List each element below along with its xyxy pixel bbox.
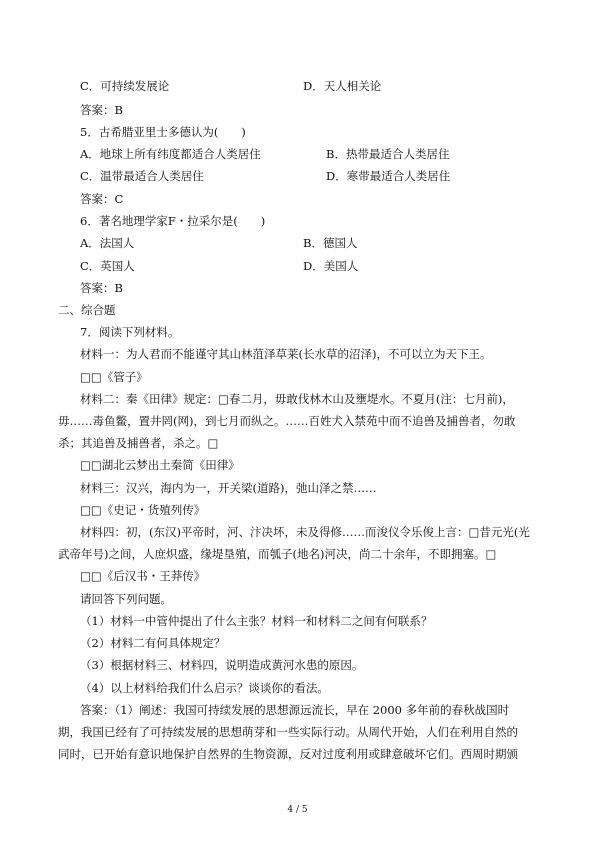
q6-answer: 答案：B bbox=[80, 281, 123, 295]
q5-option-d: D．寒带最适合人类居住 bbox=[326, 169, 451, 183]
q4-answer: 答案：B bbox=[80, 103, 123, 117]
section-heading: 二、综合题 bbox=[58, 303, 116, 317]
q4-option-d: D．天人相关论 bbox=[303, 79, 382, 93]
q5-stem: 5．古希腊亚里士多德认为( ) bbox=[80, 125, 246, 139]
material-4-source: □□《后汉书・王莽传》 bbox=[80, 569, 206, 583]
material-2-line-1: 材料二：秦《田律》规定：□春二月，毋敢伐林木山及壅堤水。不夏月(注：七月前)， bbox=[80, 392, 514, 406]
q5-option-a: A．地球上所有纬度都适合人类居住 bbox=[80, 147, 261, 161]
material-2-source: □□湖北云梦出土秦简《田律》 bbox=[80, 458, 240, 472]
material-3-source: □□《史记・货殖列传》 bbox=[80, 503, 206, 517]
sub-question-3: （3）根据材料三、材料四，说明造成黄河水患的原因。 bbox=[80, 658, 364, 672]
q5-answer: 答案：C bbox=[80, 192, 124, 206]
q6-option-b: B．德国人 bbox=[303, 236, 358, 250]
page-number: 4 / 5 bbox=[287, 805, 308, 815]
q6-option-c: C．英国人 bbox=[80, 259, 135, 273]
q4-option-c: C．可持续发展论 bbox=[80, 79, 170, 93]
material-1-source: □□《管子》 bbox=[80, 370, 148, 384]
q7-intro: 7．阅读下列材料。 bbox=[80, 325, 180, 339]
material-2-line-2: 毋……毒鱼鳖，置井罔(网)，到七月而纵之。……百姓犬入禁苑中而不追兽及捕兽者，勿敢 bbox=[58, 414, 516, 428]
q5-option-b: B．热带最适合人类居住 bbox=[326, 147, 450, 161]
q6-option-d: D．美国人 bbox=[303, 259, 359, 273]
answer-line-3: 同时，已开始有意识地保护自然界的生物资源，反对过度利用或肆意破坏它们。西周时期颁 bbox=[58, 747, 518, 761]
material-1-text: 材料一：为人君而不能谨守其山林菹泽草莱(长水草的沼泽)，不可以立为天下王。 bbox=[80, 347, 492, 361]
answer-line-1: 答案：（1）阐述：我国可持续发展的思想源远流长，早在 2000 多年前的春秋战国时 bbox=[80, 703, 510, 717]
question-prompt: 请回答下列问题。 bbox=[80, 592, 172, 606]
answer-line-2: 期，我国已经有了可持续发展的思想萌芽和一些实际行动。从周代开始，人们在利用自然的 bbox=[58, 725, 518, 739]
material-4-line-1: 材料四：初，(东汉)平帝时，河、汴决坏，未及得修……而浚仪令乐俊上言：□昔元光(光 bbox=[80, 525, 530, 539]
material-2-line-3: 杀；其追兽及捕兽者，杀之。□ bbox=[58, 436, 219, 450]
material-4-line-2: 武帝年号)之间，人庶炽盛，缘堤垦殖，而瓠子(地名)河决，尚二十余年，不即拥塞。□ bbox=[58, 547, 497, 561]
sub-question-4: （4）以上材料给我们什么启示？谈谈你的看法。 bbox=[80, 681, 329, 695]
sub-question-2: （2）材料二有何具体规定？ bbox=[80, 636, 226, 650]
q5-option-c: C．温带最适合人类居住 bbox=[80, 169, 204, 183]
q6-stem: 6．著名地理学家F・拉采尔是( ) bbox=[80, 214, 266, 228]
sub-question-1: （1）材料一中管仲提出了什么主张？材料一和材料二之间有何联系？ bbox=[80, 614, 433, 628]
q6-option-a: A．法国人 bbox=[80, 236, 135, 250]
material-3-text: 材料三：汉兴，海内为一，开关梁(道路)，弛山泽之禁…… bbox=[80, 481, 377, 495]
